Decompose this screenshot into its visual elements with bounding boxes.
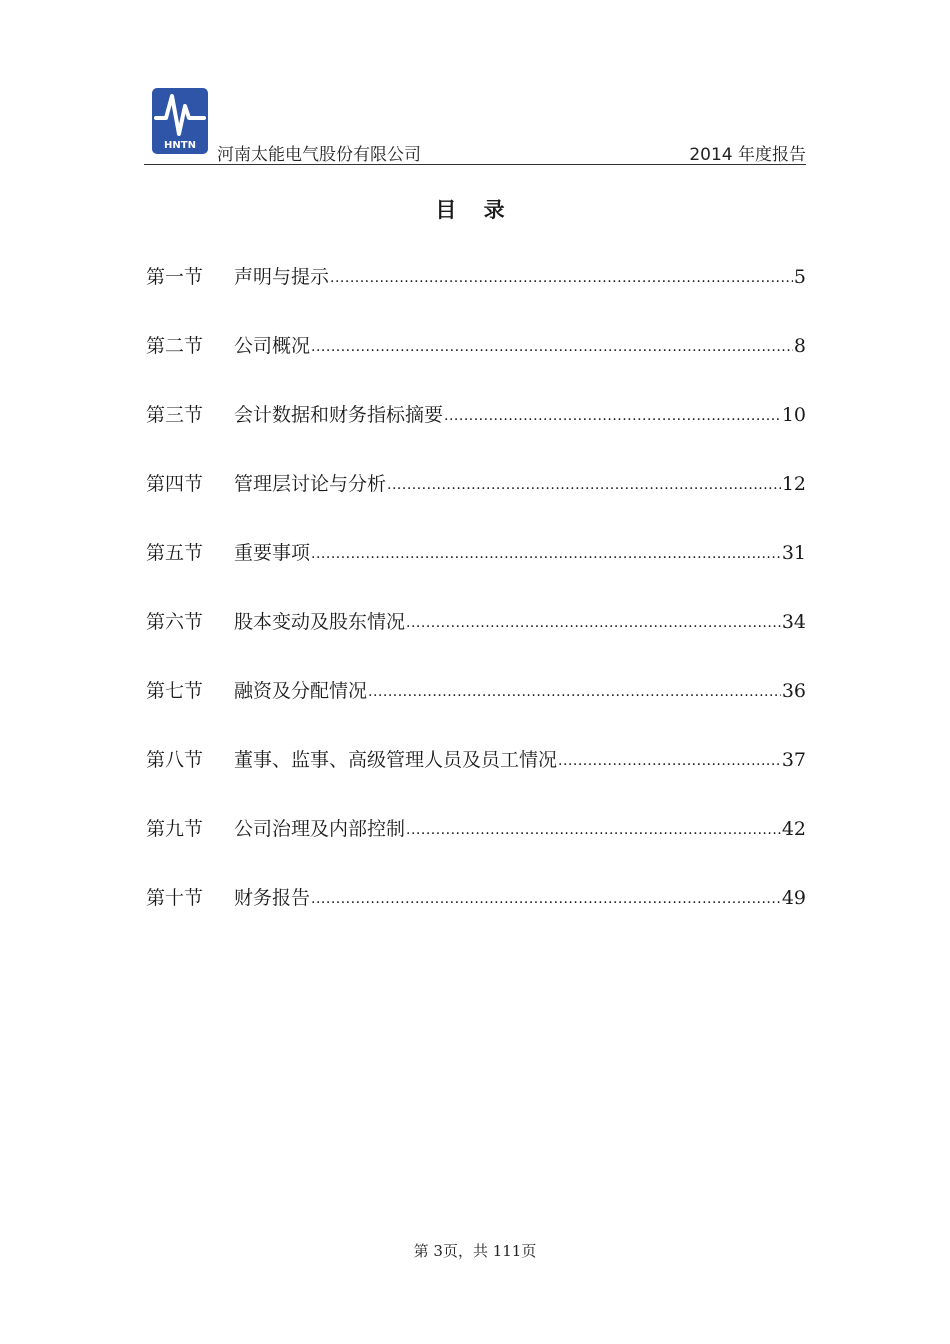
toc-page-number: 36 [781, 680, 806, 702]
toc-leader-dots [444, 399, 781, 431]
toc-section-number: 第四节 [146, 473, 204, 495]
toc-section-title: 管理层讨论与分析 [234, 473, 387, 495]
toc-section-title: 声明与提示 [234, 266, 330, 288]
toc-page-number: 8 [793, 335, 806, 357]
toc-section-title: 重要事项 [234, 542, 311, 564]
toc-entry[interactable] [146, 745, 806, 814]
toc-section-number: 第五节 [146, 542, 204, 564]
toc-section-title: 股本变动及股东情况 [234, 611, 406, 633]
toc-section-number: 第三节 [146, 404, 204, 426]
toc-entry[interactable] [146, 331, 806, 400]
toc-entry[interactable] [146, 814, 806, 883]
page-header [144, 88, 806, 165]
toc-entry[interactable] [146, 607, 806, 676]
toc-entry[interactable] [146, 400, 806, 469]
toc-section-title: 融资及分配情况 [234, 680, 368, 702]
logo-text: HNTN [164, 140, 196, 151]
toc-section-title: 财务报告 [234, 887, 311, 909]
table-of-contents [146, 262, 806, 952]
toc-section-number: 第十节 [146, 887, 204, 909]
toc-section-number: 第一节 [146, 266, 204, 288]
toc-page-number: 37 [781, 749, 806, 771]
toc-section-title: 公司概况 [234, 335, 311, 357]
toc-leader-dots [330, 261, 793, 293]
toc-section-title: 公司治理及内部控制 [234, 818, 406, 840]
toc-leader-dots [311, 330, 793, 362]
toc-section-title: 会计数据和财务指标摘要 [234, 404, 444, 426]
toc-entry[interactable] [146, 883, 806, 952]
toc-title: 目 录 [435, 198, 515, 222]
toc-section-title: 董事、监事、高级管理人员及员工情况 [234, 749, 558, 771]
page-footer: 第 3页，共 111页 [413, 1242, 537, 1260]
toc-leader-dots [406, 606, 781, 638]
toc-entry[interactable] [146, 538, 806, 607]
toc-page-number: 42 [781, 818, 806, 840]
toc-page-number: 34 [781, 611, 806, 633]
company-name: 河南太能电气股份有限公司 [217, 145, 421, 165]
toc-entry[interactable] [146, 262, 806, 331]
toc-page-number: 5 [793, 266, 806, 288]
toc-entry[interactable] [146, 676, 806, 745]
toc-page-number: 12 [781, 473, 806, 495]
toc-leader-dots [368, 675, 781, 707]
toc-section-number: 第八节 [146, 749, 204, 771]
toc-section-number: 第七节 [146, 680, 204, 702]
toc-section-number: 第二节 [146, 335, 204, 357]
toc-page-number: 31 [781, 542, 806, 564]
toc-leader-dots [406, 813, 781, 845]
toc-page-number: 49 [781, 887, 806, 909]
toc-page-number: 10 [781, 404, 806, 426]
toc-leader-dots [311, 537, 781, 569]
toc-section-number: 第九节 [146, 818, 204, 840]
toc-leader-dots [311, 882, 781, 914]
report-title: 2014 年度报告 [689, 145, 806, 165]
toc-entry[interactable] [146, 469, 806, 538]
toc-section-number: 第六节 [146, 611, 204, 633]
company-logo [152, 88, 208, 154]
toc-leader-dots [387, 468, 781, 500]
toc-leader-dots [558, 744, 781, 776]
